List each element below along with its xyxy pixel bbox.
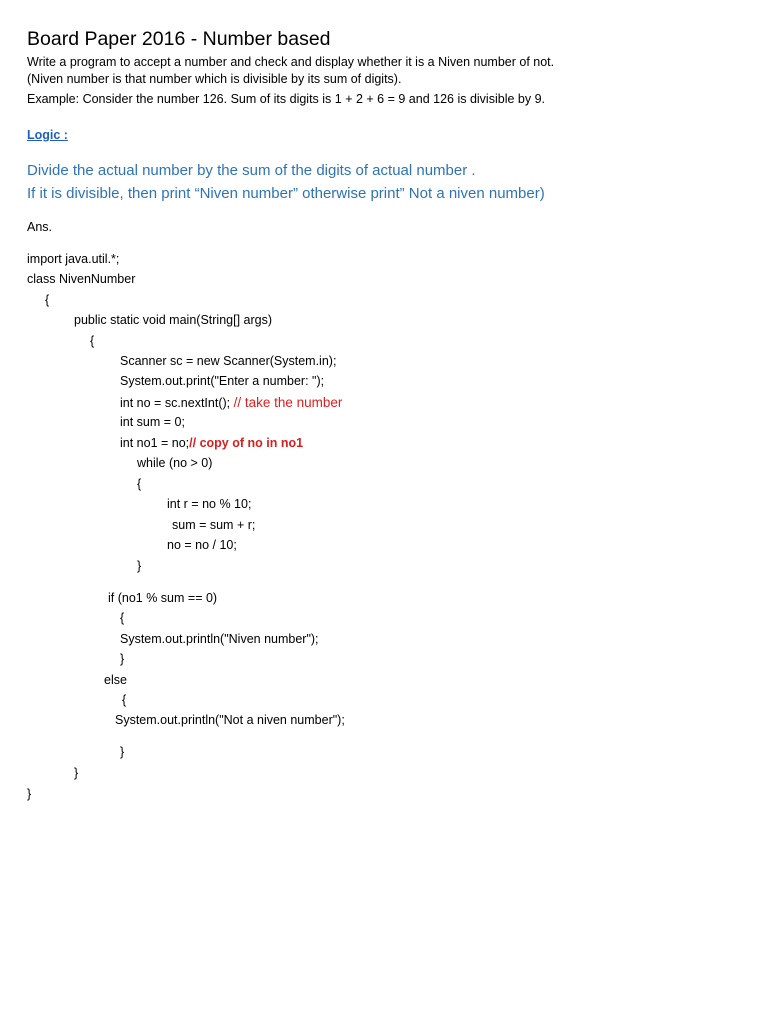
code-line: } [27,787,32,801]
code-line: { [122,693,127,707]
code-line: } [120,652,125,666]
code-line: if (no1 % sum == 0) [108,591,218,605]
code-line: else [104,673,127,687]
code-line: public static void main(String[] args) [74,313,272,327]
code-line: import java.util.*; [27,252,120,266]
code-line: { [137,477,142,491]
code-line: } [137,559,142,573]
question-line-2: (Niven number is that number which is divisible by its sum of digits). [27,72,402,86]
question-line-3: Example: Consider the number 126. Sum of its digits is 1 + 2 + 6 = 9 and 126 is divisible by 9. [27,92,545,106]
code-line: int r = no % 10; [167,497,252,511]
code-line: no = no / 10; [167,538,237,552]
code-text: int no1 = no; [120,436,190,450]
document-title: Board Paper 2016 - Number based [27,28,331,50]
code-line: } [120,745,125,759]
code-line: System.out.println("Not a niven number"); [115,713,345,727]
code-line: class NivenNumber [27,272,136,286]
question-line-1: Write a program to accept a number and check and display whether it is a Niven number of not. [27,55,555,69]
code-line: System.out.print("Enter a number: "); [120,374,325,388]
code-line: { [90,334,95,348]
code-line: Scanner sc = new Scanner(System.in); [120,354,337,368]
code-comment: // copy of no in no1 [189,436,304,450]
code-line [120,436,303,451]
logic-line-1: Divide the actual number by the sum of the digits of actual number . [27,162,476,179]
code-line: } [74,766,79,780]
logic-line-2: If it is divisible, then print “Niven number” otherwise print” Not a niven number) [27,185,545,202]
code-line [120,395,342,411]
code-line: sum = sum + r; [172,518,256,532]
code-line: System.out.println("Niven number"); [120,632,319,646]
code-line: { [45,293,50,307]
logic-heading: Logic : [27,128,68,142]
answer-label: Ans. [27,220,53,234]
code-text: int no = sc.nextInt(); [120,396,234,410]
code-comment: // take the number [233,395,343,410]
code-line: int sum = 0; [120,415,185,429]
code-line: while (no > 0) [137,456,213,470]
code-line: { [120,611,125,625]
